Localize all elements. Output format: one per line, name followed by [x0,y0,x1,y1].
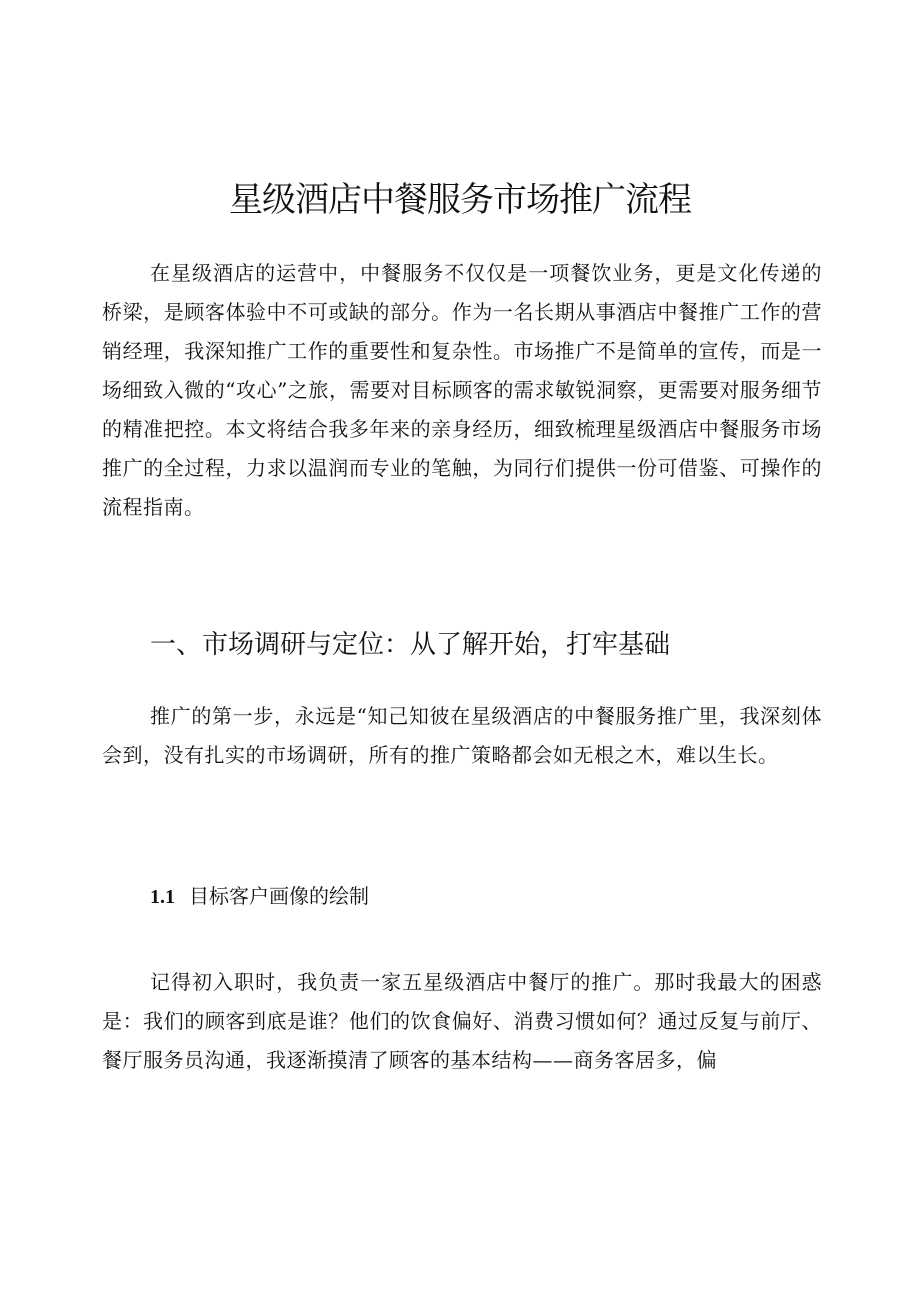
section-1-paragraph: 推广的第一步，永远是“知己知彼在星级酒店的中餐服务推广里，我深刻体会到，没有扎实的市场调研，所有的推广策略都会如无根之木，难以生长。 [102,704,822,767]
document-title: 星级酒店中餐服务市场推广流程 [229,180,691,220]
section-1-1-paragraph: 记得初入职时，我负责一家五星级酒店中餐厅的推广。那时我最大的困惑是：我们的顾客到底是谁？他们的饮食偏好、消费习惯如何？通过反复与前厅、餐厅服务员沟通，我逐渐摸清了顾客的基本结构——商务客居多，偏 [102,970,822,1072]
section-1-1-number: 1.1 [150,886,175,908]
section-1-heading: 一、市场调研与定位：从了解开始，打牢基础 [150,630,671,660]
section-1-1-title: 目标客户画像的绘制 [189,884,369,908]
section-1-1-heading [150,880,369,913]
intro-paragraph: 在星级酒店的运营中，中餐服务不仅仅是一项餐饮业务，更是文化传递的桥梁，是顾客体验中不可或缺的部分。作为一名长期从事酒店中餐推广工作的营销经理，我深知推广工作的重要性和复杂性。市场推广不是简单的宣传，而是一场细致入微的“攻心”之旅，需要对目标顾客的需求敏锐洞察，更需要对服务细节的精准把控。本文将结合我多年来的亲身经历，细致梳理星级酒店中餐服务市场推广的全过程，力求以温润而专业的笔触，为同行们提供一份可借鉴、可操作的流程指南。 [102,261,822,519]
